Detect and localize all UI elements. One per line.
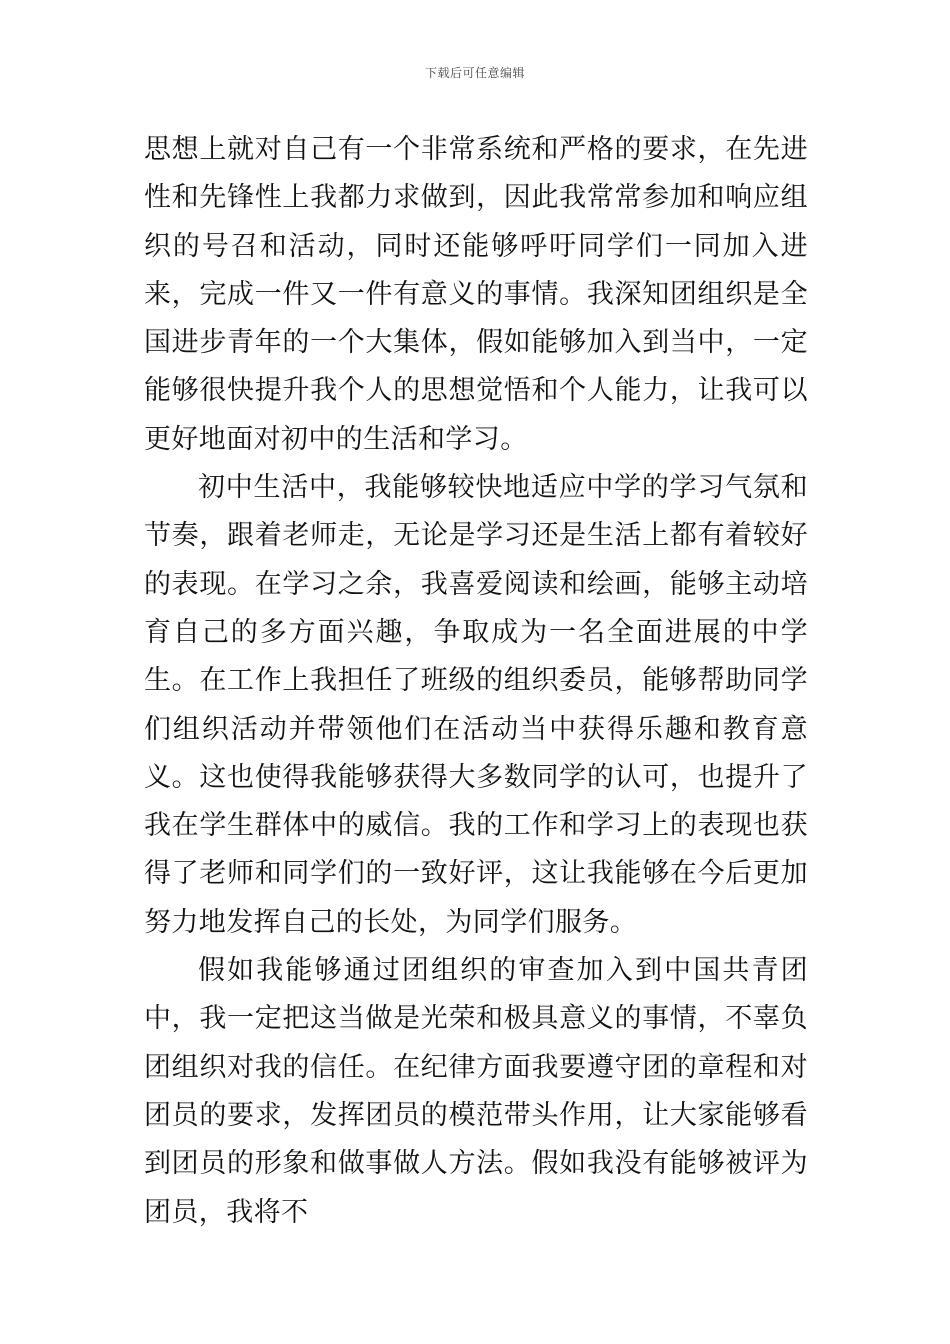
paragraph-commitment: 假如我能够通过团组织的审查加入到中国共青团中，我一定把这当做是光荣和极具意义的事情，不辜负团组织对我的信任。在纪律方面我要遵守团的章程和对团员的要求，发挥团员的模范带头作用，让大家能够看到团员的形象和做事做人方法。假如我没有能够被评为团员，我将不 (144, 955, 808, 1228)
paragraph-school-life: 初中生活中，我能够较快地适应中学的学习气氛和节奏，跟着老师走，无论是学习还是生活上都有着较好的表现。在学习之余，我喜爱阅读和绘画，能够主动培育自己的多方面兴趣，争取成为一名全面进展的中学生。在工作上我担任了班级的组织委员，能够帮助同学们组织活动并带领他们在活动当中获得乐趣和教育意义。这也使得我能够获得大多数同学的认可，也提升了我在学生群体中的威信。我的工作和学习上的表现也获得了老师和同学们的一致好评，这让我能够在今后更加努力地发挥自己的长处，为同学们服务。 (144, 472, 808, 938)
paragraph-continuation: 思想上就对自己有一个非常系统和严格的要求，在先进性和先锋性上我都力求做到，因此我常常参加和响应组织的号召和活动，同时还能够呼吁同学们一同加入进来，完成一件又一件有意义的事情。我深知团组织是全国进步青年的一个大集体，假如能够加入到当中，一定能够很快提升我个人的思想觉悟和个人能力，让我可以更好地面对初中的生活和学习。 (144, 134, 808, 455)
page-header-note: 下载后可任意编辑 (424, 66, 525, 80)
document-body (144, 126, 808, 1237)
